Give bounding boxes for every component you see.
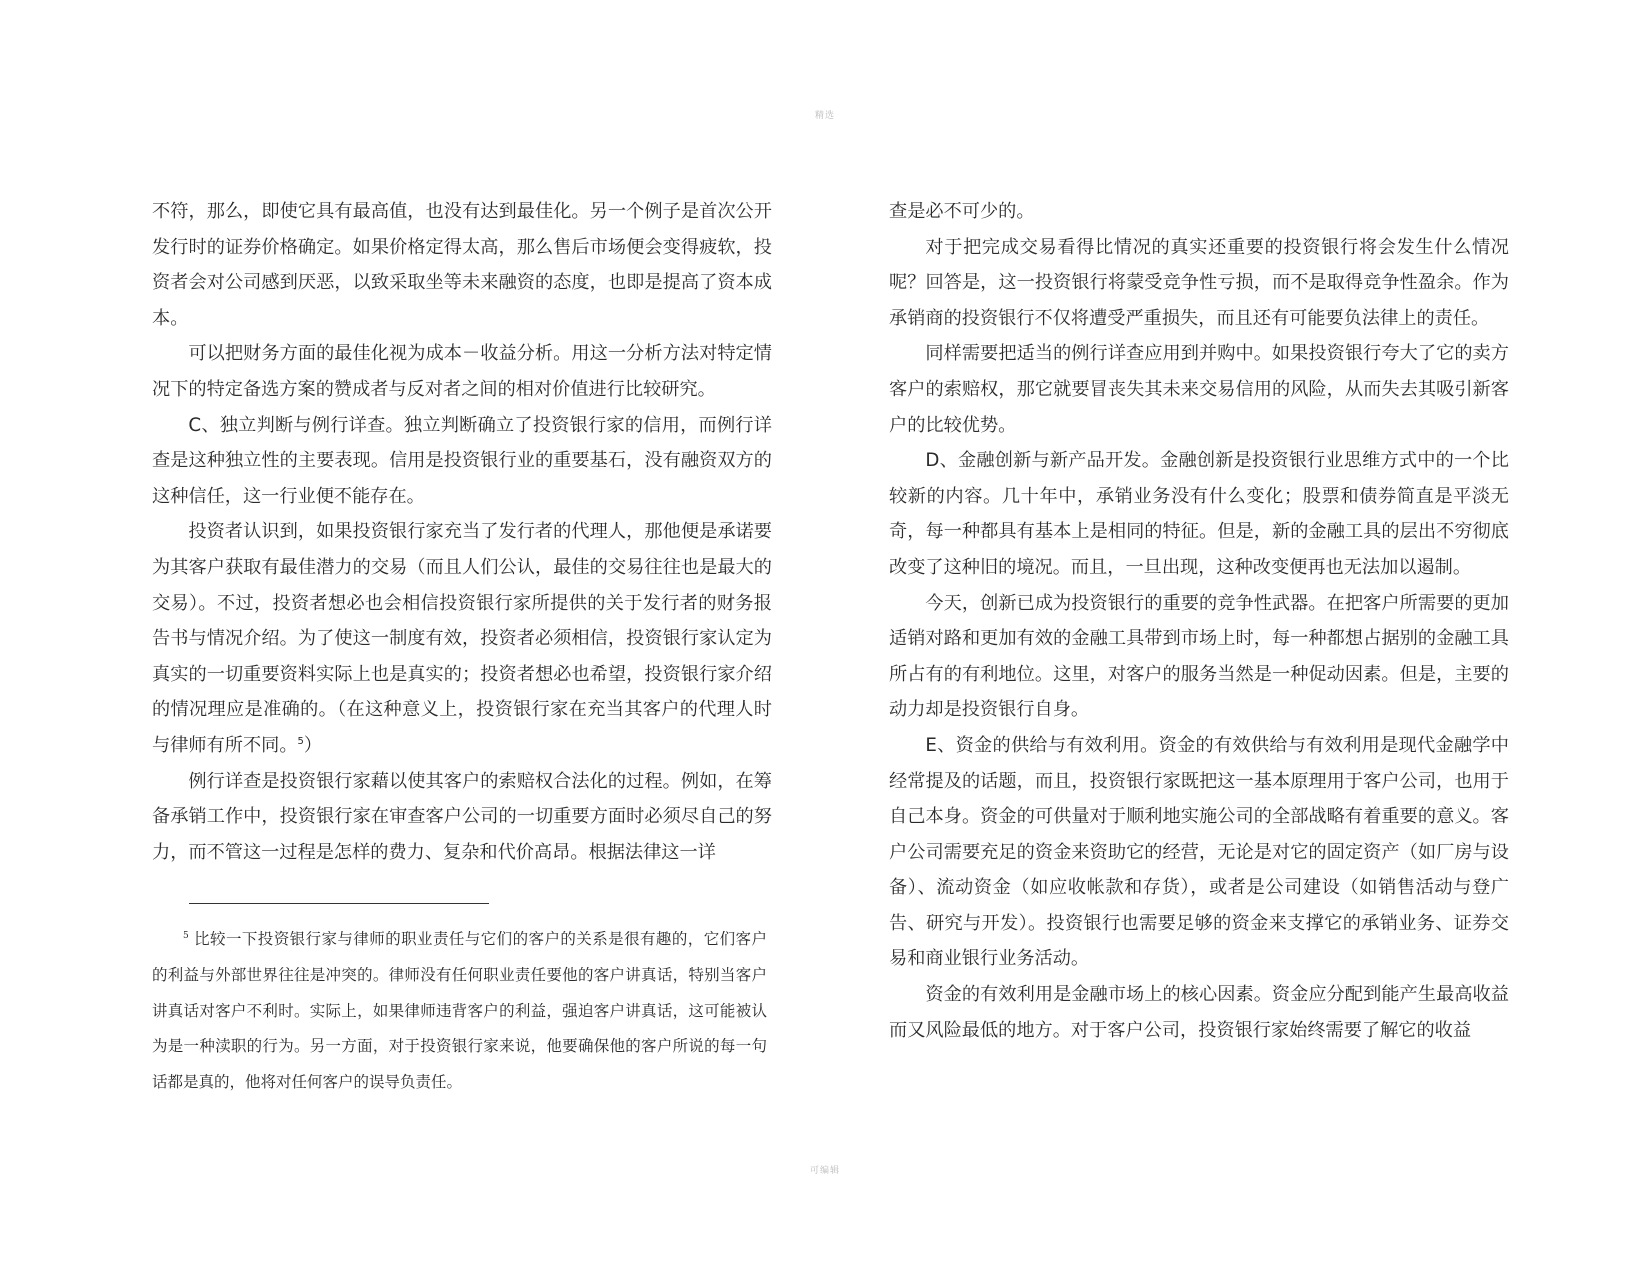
paragraph: 例行详查是投资银行家藉以使其客户的索赔权合法化的过程。例如，在筹备承销工作中，投资银行家在审查客户公司的一切重要方面时必须尽自己的努力，而不管这一过程是怎样的费力、复杂和代价高昂。根据法律这一详	[152, 770, 772, 863]
paragraph-text-end: ）	[303, 734, 323, 756]
footnote-number: 5	[183, 930, 189, 941]
paragraph: 不符，那么，即使它具有最高值，也没有达到最佳化。另一个例子是首次公开发行时的证券价格确定。如果价格定得太高，那么售后市场便会变得疲软，投资者会对公司感到厌恶，以致采取坐等未来融资的态度，也即是提高了资本成本。	[152, 201, 772, 329]
footer-watermark: 可编辑	[809, 1166, 840, 1176]
paragraph	[152, 514, 772, 763]
paragraph: 资金的有效利用是金融市场上的核心因素。资金应分配到能产生最高收益而又风险最低的地方。对于客户公司，投资银行家始终需要了解它的收益	[889, 984, 1509, 1041]
paragraph: D、金融创新与新产品开发。金融创新是投资银行业思维方式中的一个比较新的内容。几十年中，承销业务没有什么变化；股票和债券简直是平淡无奇，每一种都具有基本上是相同的特征。但是，新的金融工具的层出不穷彻底改变了这种旧的境况。而且，一旦出现，这种改变便再也无法加以遏制。	[889, 450, 1509, 578]
left-column	[152, 194, 772, 870]
header-watermark: 精选	[814, 111, 835, 121]
footnote-divider	[189, 903, 489, 904]
paragraph: E、资金的供给与有效利用。资金的有效供给与有效利用是现代金融学中经常提及的话题，而且，投资银行家既把这一基本原理用于客户公司，也用于自己本身。资金的可供量对于顺利地实施公司的全部战略有着重要的意义。客户公司需要充足的资金来资助它的经营，无论是对它的固定资产（如厂房与设备）、流动资金（如应收帐款和存货），或者是公司建设（如销售活动与登广告、研究与开发）。投资银行也需要足够的资金来支撑它的承销业务、证券交易和商业银行业务活动。	[889, 734, 1509, 970]
paragraph: 同样需要把适当的例行详查应用到并购中。如果投资银行夸大了它的卖方客户的索赔权，那它就要冒丧失其未来交易信用的风险，从而失去其吸引新客户的比较优势。	[889, 343, 1509, 436]
paragraph: 查是必不可少的。	[889, 201, 1035, 222]
paragraph: 可以把财务方面的最佳化视为成本－收益分析。用这一分析方法对特定情况下的特定备选方案的赞成者与反对者之间的相对价值进行比较研究。	[152, 343, 772, 400]
paragraph-text: 投资者认识到，如果投资银行家充当了发行者的代理人，那他便是承诺要为其客户获取有最佳潜力的交易（而且人们公认，最佳的交易往往也是最大的交易）。不过，投资者想必也会相信投资银行家所提供的关于发行者的财务报告书与情况介绍。为了使这一制度有效，投资者必须相信，投资银行家认定为真实的一切重要资料实际上也是真实的；投资者想必也希望，投资银行家介绍的情况理应是准确的。（在这种意义上，投资银行家在充当其客户的代理人时与律师有所不同。	[152, 521, 772, 756]
right-column	[889, 194, 1509, 1048]
paragraph: 今天，创新已成为投资银行的重要的竞争性武器。在把客户所需要的更加适销对路和更加有效的金融工具带到市场上时，每一种都想占据别的金融工具所占有的有利地位。这里，对客户的服务当然是一种促动因素。但是，主要的动力却是投资银行自身。	[889, 592, 1509, 721]
footnote	[152, 922, 767, 1101]
footnote-text: 比较一下投资银行家与律师的职业责任与它们的客户的关系是很有趣的，它们客户的利益与外部世界往往是冲突的。律师没有任何职业责任要他的客户讲真话，特别当客户讲真话对客户不利时。实际上，如果律师违背客户的利益，强迫客户讲真话，这可能被认为是一种渎职的行为。另一方面，对于投资银行家来说，他要确保他的客户所说的每一句话都是真的，他将对任何客户的误导负责任。	[152, 930, 767, 1092]
paragraph: 对于把完成交易看得比情况的真实还重要的投资银行将会发生什么情况呢？回答是，这一投资银行将蒙受竞争性亏损，而不是取得竞争性盈余。作为承销商的投资银行不仅将遭受严重损失，而且还有可能要负法律上的责任。	[889, 236, 1509, 329]
paragraph: C、独立判断与例行详查。独立判断确立了投资银行家的信用，而例行详查是这种独立性的主要表现。信用是投资银行业的重要基石，没有融资双方的这种信任，这一行业便不能存在。	[152, 414, 772, 507]
footnote-reference[interactable]: 5	[297, 735, 304, 747]
